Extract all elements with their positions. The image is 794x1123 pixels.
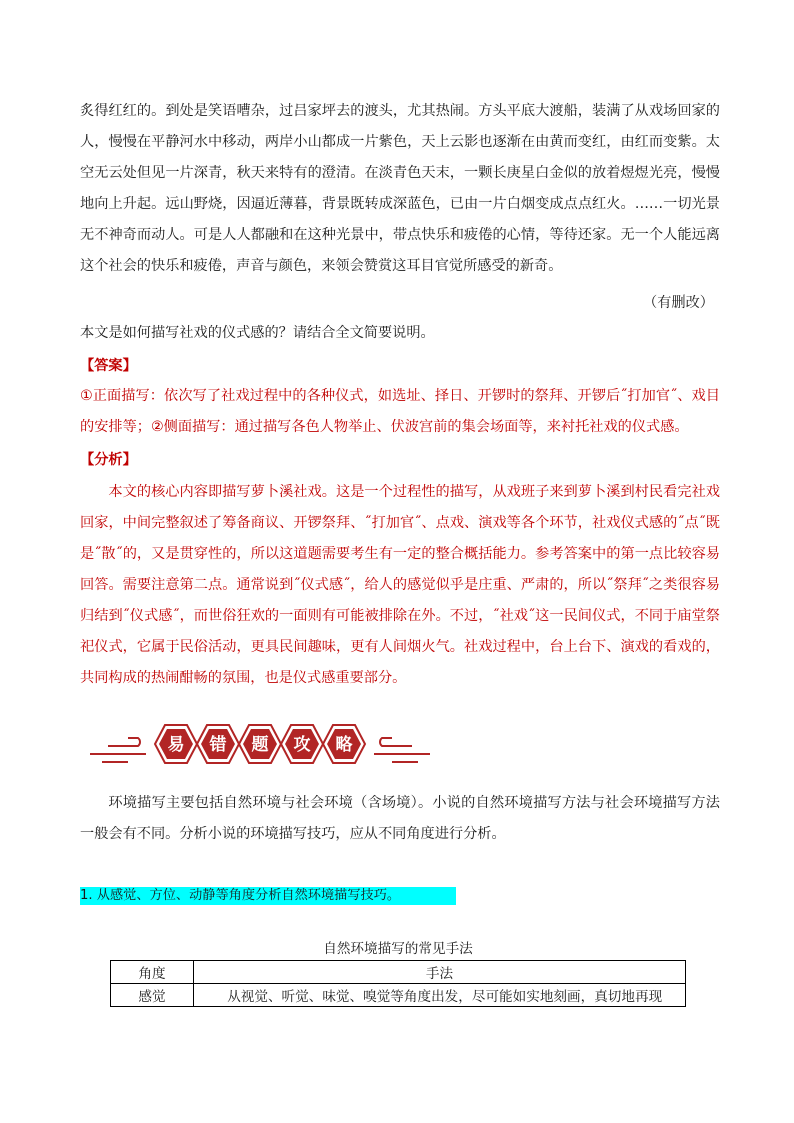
table-row bbox=[111, 984, 686, 1007]
table-cell: 感觉 bbox=[111, 984, 194, 1007]
banner-char-3: 题 bbox=[251, 735, 269, 755]
banner-hex-2 bbox=[197, 725, 239, 763]
table-header-row bbox=[111, 961, 686, 984]
section-heading-highlighted: 1. 从感觉、方位、动静等角度分析自然环境描写技巧。 bbox=[80, 887, 456, 905]
banner-hex-4 bbox=[281, 725, 323, 763]
table-cell: 从视觉、听觉、味觉、嗅觉等角度出发，尽可能如实地刻画，真切地再现 bbox=[194, 984, 686, 1007]
table-caption: 自然环境描写的常见手法 bbox=[323, 941, 473, 957]
table-header-cell: 手法 bbox=[194, 961, 686, 984]
banner-hex-3 bbox=[239, 725, 281, 763]
story-paragraph: 炙得红红的。到处是笑语嘈杂，过吕家坪去的渡头，尤其热闹。方头平底大渡船，装满了从戏场回家的人，慢慢在平静河水中移动，两岸小山都成一片紫色，天上云影也逐渐在由黄而变红，由红而变紫。太空无云处但见一片深青，秋天来特有的澄清。在淡青色天末，一颗长庚星白金似的放着煜煜光亮，慢慢地向上升起。远山野烧，因逼近薄暮，背景既转成深蓝色，已由一片白烟变成点点红火。……一切光景无不神奇而动人。可是人人都融和在这种光景中，带点快乐和疲倦的心情，等待还家。无一个人能远离这个社会的快乐和疲倦，声音与颜色，来领会赞赏这耳目官觉所感受的新奇。 bbox=[80, 103, 720, 274]
banner-hex-5 bbox=[323, 725, 365, 763]
edit-note: （有删改） bbox=[643, 295, 714, 311]
analysis-label: 【分析】 bbox=[80, 452, 137, 468]
answer-text: ①正面描写：依次写了社戏过程中的各种仪式，如选址、择日、开锣时的祭拜、开锣后˝打加官˝、戏目的安排等；②侧面描写：通过描写各色人物举止、伏波宫前的集会场面等，来衬托社戏的仪式感。 bbox=[80, 388, 720, 435]
banner-char-4: 攻 bbox=[293, 735, 311, 755]
banner-char-5: 略 bbox=[335, 735, 353, 755]
analysis-text: 本文的核心内容即描写萝卜溪社戏。这是一个过程性的描写，从戏班子来到萝卜溪到村民看完社戏回家，中间完整叙述了筹备商议、开锣祭拜、˝打加官˝、点戏、演戏等各个环节，社戏仪式感的˝点˝既是˝散˝的，又是贯穿性的，所以这道题需要考生有一定的整合概括能力。参考答案中的第一点比较容易回答。需要注意第二点。通常说到˝仪式感˝，给人的感觉似乎是庄重、严肃的，所以˝祭拜˝之类很容易归结到˝仪式感˝，而世俗狂欢的一面则有可能被排除在外。不过，˝社戏˝这一民间仪式，不同于庙堂祭祀仪式，它属于民俗活动，更具民间趣味，更有人间烟火气。社戏过程中，台上台下、演戏的看戏的，共同构成的热闹酣畅的氛围，也是仪式感重要部分。 bbox=[80, 484, 720, 686]
banner-hex-1 bbox=[155, 725, 197, 763]
table-header-cell: 角度 bbox=[111, 961, 194, 984]
answer-label: 【答案】 bbox=[80, 358, 137, 374]
banner-left-ornament bbox=[90, 738, 146, 762]
banner-right-ornament bbox=[374, 738, 430, 762]
techniques-table bbox=[110, 960, 686, 1007]
banner-char-1: 易 bbox=[167, 735, 185, 755]
section-banner bbox=[88, 716, 432, 772]
banner-char-2: 错 bbox=[209, 735, 227, 755]
intro-paragraph: 环境描写主要包括自然环境与社会环境（含场境）。小说的自然环境描写方法与社会环境描写方法一般会有不同。分析小说的环境描写技巧，应从不同角度进行分析。 bbox=[80, 795, 720, 842]
question-text: 本文是如何描写社戏的仪式感的？请结合全文简要说明。 bbox=[80, 325, 435, 341]
